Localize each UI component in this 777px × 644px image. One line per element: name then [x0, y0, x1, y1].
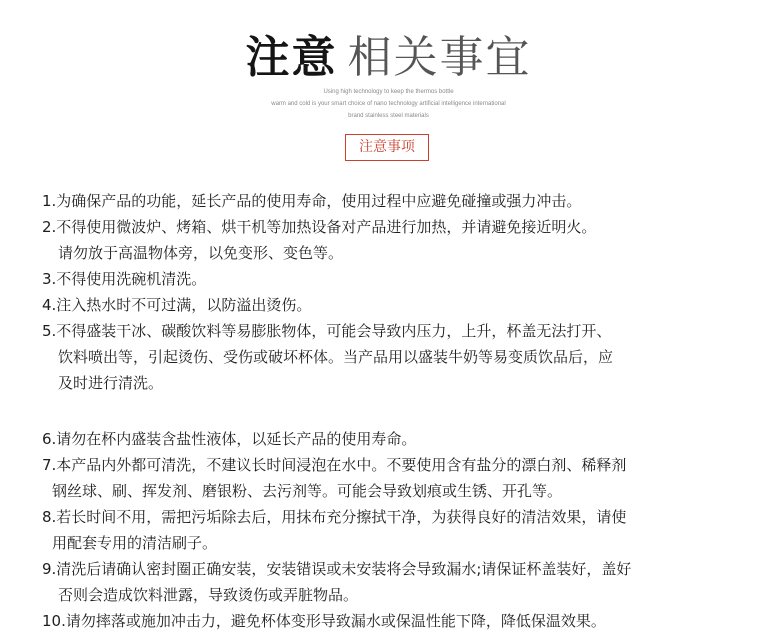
note-line: 钢丝球、刷、挥发剂、磨银粉、去污剂等。可能会导致划痕或生锈、开孔等。	[52, 482, 563, 500]
subtitle-line: Using high technology to keep the thermos bottle	[323, 89, 454, 95]
note-line: 否则会造成饮料泄露，导致烫伤或弄脏物品。	[58, 586, 359, 604]
page-title-light: 相关事宜	[347, 32, 532, 83]
subtitle-line: brand stainless steel materials	[348, 113, 429, 119]
page-title	[0, 28, 777, 88]
note-line: 9.清洗后请确认密封圈正确安装，安装错误或未安装将会导致漏水;请保证杯盖装好，盖好	[42, 560, 632, 578]
note-line: 8.若长时间不用，需把污垢除去后，用抹布充分擦拭干净，为获得良好的清洁效果，请使	[42, 508, 627, 526]
note-line: 7.本产品内外都可清洗，不建议长时间浸泡在水中。不要使用含有盐分的漂白剂、稀释剂	[42, 456, 627, 474]
note-line: 2.不得使用微波炉、烤箱、烘干机等加热设备对产品进行加热，并请避免接近明火。	[42, 218, 597, 236]
note-line: 饮料喷出等，引起烫伤、受伤或破坏杯体。当产品用以盛装牛奶等易变质饮品后，应	[58, 348, 614, 366]
note-line: 用配套专用的清洁刷子。	[52, 534, 218, 552]
subtitle-line: warm and cold is your smart choice of nano technology artificial intelligence international	[271, 101, 506, 107]
note-line: 4.注入热水时不可过满，以防溢出烫伤。	[42, 296, 312, 314]
note-line: 1.为确保产品的功能，延长产品的使用寿命，使用过程中应避免碰撞或强力冲击。	[42, 192, 582, 210]
notice-badge: 注意事项	[345, 134, 429, 161]
note-line: 5.不得盛装干冰、碳酸饮料等易膨胀物体，可能会导致内压力，上升，杯盖无法打开、	[42, 322, 612, 340]
note-line: 10.请勿摔落或施加冲击力，避免杯体变形导致漏水或保温性能下降，降低保温效果。	[42, 612, 606, 630]
note-line: 及时进行清洗。	[58, 374, 164, 392]
note-line: 6.请勿在杯内盛装含盐性液体，以延长产品的使用寿命。	[42, 430, 417, 448]
note-line: 3.不得使用洗碗机清洗。	[42, 270, 207, 288]
note-line: 请勿放于高温物体旁，以免变形、变色等。	[58, 244, 344, 262]
page-title-bold: 注意	[245, 32, 338, 83]
